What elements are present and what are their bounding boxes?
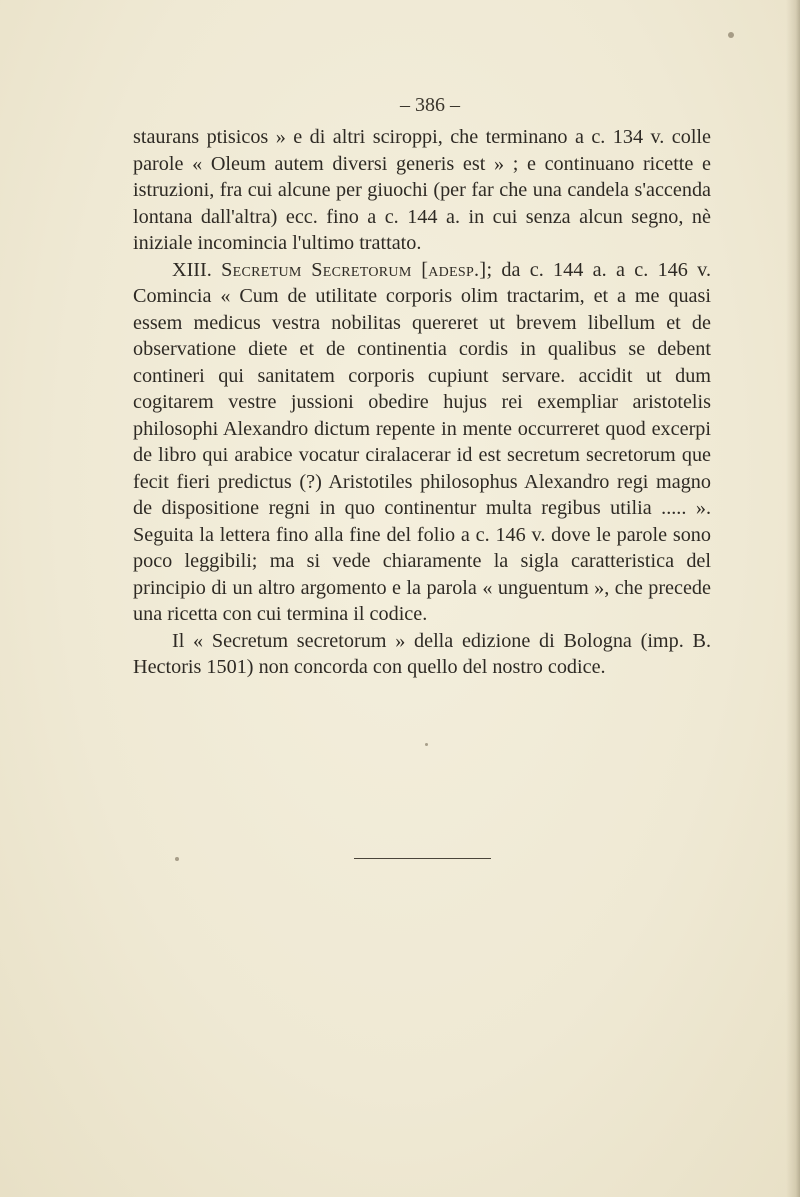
ink-speck	[728, 32, 734, 38]
body-text	[133, 124, 711, 681]
item-title: Secretum Secretorum [adesp.]	[221, 258, 487, 281]
item-description: ; da c. 144 a. a c. 146 v. Comincia « Cum de utilitate corporis olim tractarim, et a me quasi essem medicus vestra nobilitas quereret ut brevem libellum et de observatione diete et de continentia cordis in qualibus se debent contineri qui sanitatem corporis cupiunt servare. accidit ut dum cogitarem vestre jussioni obedire hujus rei exempliar aristotelis philosophi Alexandro dictum repente in mente occurreret quod excerpi de libro qui arabice vocatur ciralacerar id est secretum secretorum que fecit fieri predictus (?) Aristotiles philosophus Alexandro regi magno de dispositione regni in quo continentur multa regibus utilia ..... ». Seguita la lettera fino alla fine del folio a c. 146 v. dove le parole sono poco leggibili; ma si vede chiaramente la sigla caratteristica del principio di un altro argomento e la parola « unguentum », che precede una ricetta con cui termina il codice.	[133, 258, 712, 625]
page-number: – 386 –	[400, 94, 460, 116]
paragraph-continuation: staurans ptisicos » e di altri sciroppi, che terminano a c. 134 v. colle parole « Oleum autem diversi generis est » ; e continuano ricette e istruzioni, fra cui alcune per giuochi (per far che una candela s'accenda lontana dall'altra) ecc. fino a c. 144 a. in cui senza alcun segno, nè iniziale incomincia l'ultimo trattato.	[133, 126, 711, 254]
ink-speck	[425, 743, 428, 746]
paragraph-note: Il « Secretum secretorum » della edizione di Bologna (imp. B. Hectoris 1501) non concorda con quello del nostro codice.	[133, 629, 711, 678]
paragraph-item-xiii	[133, 257, 711, 628]
page-edge-shadow	[786, 0, 800, 1197]
ink-speck	[175, 857, 179, 861]
section-divider	[354, 858, 491, 859]
item-number: XIII.	[172, 258, 222, 281]
